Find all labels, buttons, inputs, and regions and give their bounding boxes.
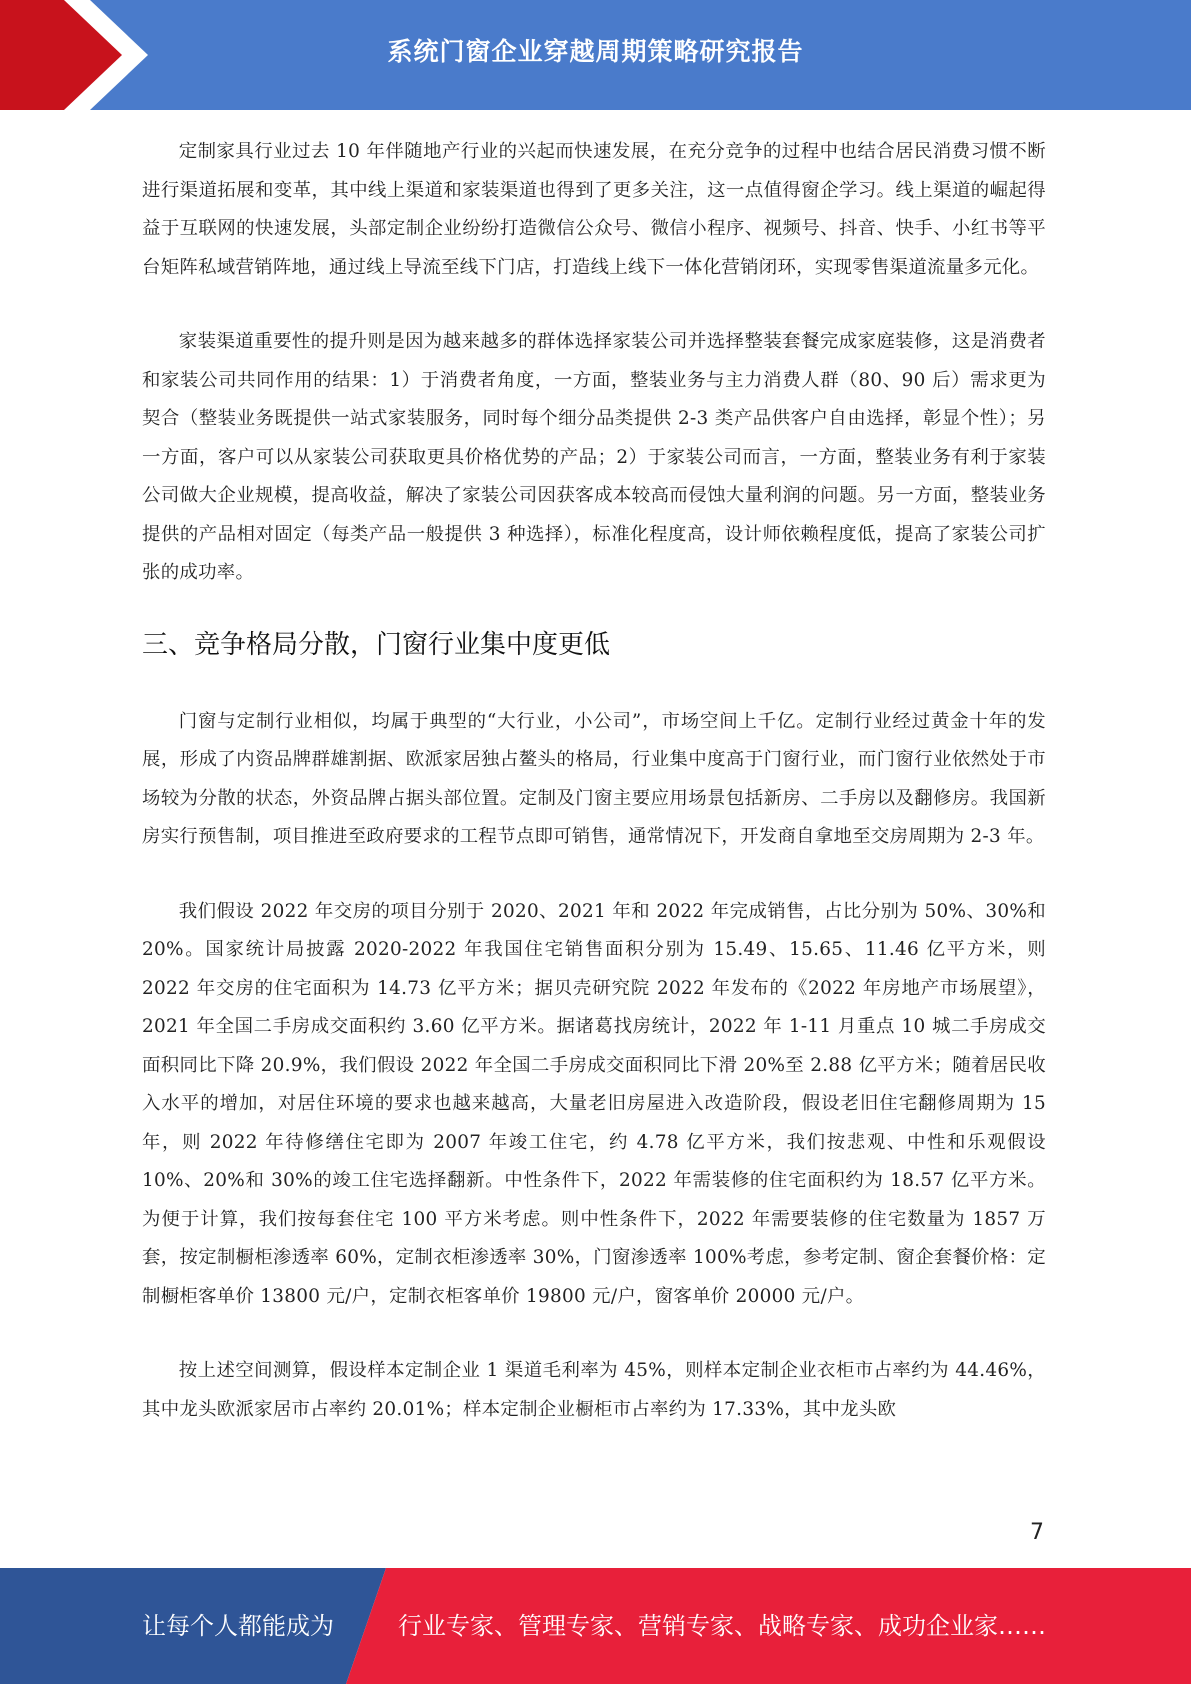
section-heading: 三、竞争格局分散，门窗行业集中度更低 [142, 629, 611, 660]
page-number: 7 [1030, 1520, 1044, 1545]
footer-slogan-left: 让每个人都能成为 [142, 1612, 334, 1640]
paragraph-online-channels: 定制家具行业过去 10 年伴随地产行业的兴起而快速发展，在充分竞争的过程中也结合居民消费习惯不断进行渠道拓展和变革，其中线上渠道和家装渠道也得到了更多关注，这一点值得窗企学习。线上渠道的崛起得益于互联网的快速发展，头部定制企业纷纷打造微信公众号、微信小程序、视频号、抖音、快手、小红书等平台矩阵私域营销阵地，通过线上导流至线下门店，打造线上线下一体化营销闭环，实现零售渠道流量多元化。 [142, 141, 1046, 278]
paragraph-industry-comparison: 门窗与定制行业相似，均属于典型的“大行业，小公司”，市场空间上千亿。定制行业经过黄金十年的发展，形成了内资品牌群雄割据、欧派家居独占鳌头的格局，行业集中度高于门窗行业，而门窗行业依然处于市场较为分散的状态，外资品牌占据头部位置。定制及门窗主要应用场景包括新房、二手房以及翻修房。我国新房实行预售制，项目推进至政府要求的工程节点即可销售，通常情况下，开发商自拿地至交房周期为 2-3 年。 [142, 710, 1046, 847]
page-body [142, 133, 1046, 1429]
page-footer [0, 1568, 1191, 1684]
paragraph-market-share: 按上述空间测算，假设样本定制企业 1 渠道毛利率为 45%，则样本定制企业衣柜市占率约为 44.46%，其中龙头欧派家居市占率约 20.01%；样本定制企业橱柜市占率约为 17.33%，其中龙头欧 [142, 1360, 1046, 1420]
paragraph-market-assumptions: 我们假设 2022 年交房的项目分别于 2020、2021 年和 2022 年完成销售，占比分别为 50%、30%和 20%。国家统计局披露 2020-2022 年我国住宅销售面积分别为 15.49、15.65、11.46 亿平方米，则 2022 年交房的住宅面积为 14.73 亿平方米；据贝壳研究院 2022 年发布的《2022 年房地产市场展望》，2021 年全国二手房成交面积约 3.60 亿平方米。据诸葛找房统计，2022 年 1-11 月重点 10 城二手房成交面积同比下降 20.9%，我们假设 2022 年全国二手房成交面积同比下滑 20%至 2.88 亿平方米；随着居民收入水平的增加，对居住环境的要求也越来越高，大量老旧房屋进入改造阶段，假设老旧住宅翻修周期为 15 年，则 2022 年待修缮住宅即为 2007 年竣工住宅，约 4.78 亿平方米，我们按悲观、中性和乐观假设 10%、20%和 30%的竣工住宅选择翻新。中性条件下，2022 年需装修的住宅面积约为 18.57 亿平方米。为便于计算，我们按每套住宅 100 平方米考虑。则中性条件下，2022 年需要装修的住宅数量为 1857 万套，按定制橱柜渗透率 60%，定制衣柜渗透率 30%，门窗渗透率 100%考虑，参考定制、窗企套餐价格：定制橱柜客单价 13800 元/户，定制衣柜客单价 19800 元/户，窗客单价 20000 元/户。 [142, 900, 1046, 1307]
page-header [0, 0, 1191, 110]
paragraph-home-decoration-channel: 家装渠道重要性的提升则是因为越来越多的群体选择家装公司并选择整装套餐完成家庭装修，这是消费者和家装公司共同作用的结果：1）于消费者角度，一方面，整装业务与主力消费人群（80、90 后）需求更为契合（整装业务既提供一站式家装服务，同时每个细分品类提供 2-3 类产品供客户自由选择，彰显个性）；另一方面，客户可以从家装公司获取更具价格优势的产品；2）于家装公司而言，一方面，整装业务有利于家装公司做大企业规模，提高收益，解决了家装公司因获客成本较高而侵蚀大量利润的问题。另一方面，整装业务提供的产品相对固定（每类产品一般提供 3 种选择），标准化程度高，设计师依赖程度低，提高了家装公司扩张的成功率。 [142, 331, 1046, 583]
footer-slogan-right: 行业专家、管理专家、营销专家、战略专家、成功企业家…… [398, 1612, 1046, 1640]
report-title: 系统门窗企业穿越周期策略研究报告 [387, 37, 804, 66]
